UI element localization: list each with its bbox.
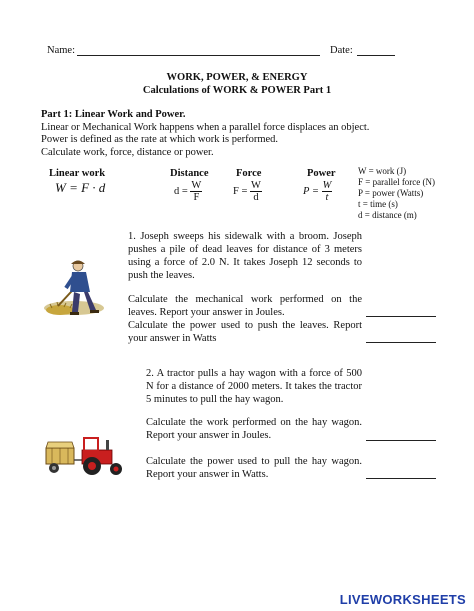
legend-item: t = time (s) (358, 199, 398, 209)
power-numerator: W (322, 180, 332, 191)
name-label: Name: (47, 45, 75, 56)
part1-intro-1: Linear or Mechanical Work happens when a parallel force displaces an object. (41, 122, 370, 133)
force-formula (233, 180, 262, 203)
distance-formula-lhs: d = (174, 185, 188, 197)
distance-fraction (190, 180, 202, 203)
title-line-2: Calculations of WORK & POWER Part 1 (142, 85, 332, 96)
distance-numerator: W (191, 180, 202, 191)
power-denominator: t (325, 192, 329, 203)
work-formula-title: Linear work (49, 168, 106, 179)
problem-2-text: 2. A tractor pulls a hay wagon with a force of 500 N for a distance of 2000 meters. It takes the tractor 5 minutes to pull the hay wagon. (146, 368, 362, 405)
legend-item: F = parallel force (N) (358, 177, 436, 187)
liveworksheets-logo: LIVEWORKSHEETS (339, 592, 466, 607)
problem-2-work-answer-field[interactable] (366, 440, 436, 441)
problem-1-work-answer-field[interactable] (366, 316, 436, 317)
legend-item: W = work (J) (358, 166, 407, 176)
power-formula (303, 180, 332, 203)
problem-1-question-power: Calculate the power used to push the leaves. Report your answer in Watts (128, 320, 362, 344)
name-field[interactable] (77, 55, 320, 56)
legend-item: d = distance (m) (358, 210, 417, 220)
distance-formula (174, 180, 202, 203)
part1-intro-2: Power is defined as the rate at which work is performed. (41, 134, 279, 145)
force-denominator: d (253, 192, 259, 203)
power-formula-lhs: P = (303, 185, 319, 197)
problem-1-text: 1. Joseph sweeps his sidewalk with a broom. Joseph pushes a pile of dead leaves for distance of 3 meters using a force of 2.0 N. It takes Joseph 12 seconds to push the leaves. (128, 231, 362, 281)
date-label: Date: (330, 45, 353, 56)
power-fraction (322, 180, 333, 203)
legend-item: P = power (Watts) (358, 188, 424, 198)
force-fraction (250, 180, 262, 203)
power-formula-title: Power (307, 168, 336, 179)
force-numerator: W (251, 180, 261, 191)
distance-formula-title: Distance (170, 168, 209, 179)
part1-heading: Part 1: Linear Work and Power. (41, 109, 186, 120)
part1-intro-3: Calculate work, force, distance or power. (41, 147, 214, 158)
force-formula-lhs: F = (233, 185, 248, 197)
variable-legend (358, 166, 435, 221)
work-formula: W = F · d (55, 180, 106, 195)
footer (0, 589, 474, 611)
date-field[interactable] (357, 55, 395, 56)
force-formula-title: Force (236, 168, 262, 179)
problem-2-power-answer-field[interactable] (366, 478, 436, 479)
problem-1-question-work: Calculate the mechanical work performed on the leaves. Report your answer in Joules. (128, 294, 362, 318)
tractor-illustration (44, 434, 130, 476)
problem-1-power-answer-field[interactable] (366, 342, 436, 343)
problem-2-question-work: Calculate the work performed on the hay wagon. Report your answer in Joules. (146, 417, 362, 441)
sweeper-illustration (38, 258, 114, 320)
title-line-1: WORK, POWER, & ENERGY (166, 72, 308, 83)
distance-denominator: F (193, 192, 200, 203)
problem-2-question-power: Calculate the power used to pull the hay wagon. Report your answer in Watts. (146, 456, 362, 480)
